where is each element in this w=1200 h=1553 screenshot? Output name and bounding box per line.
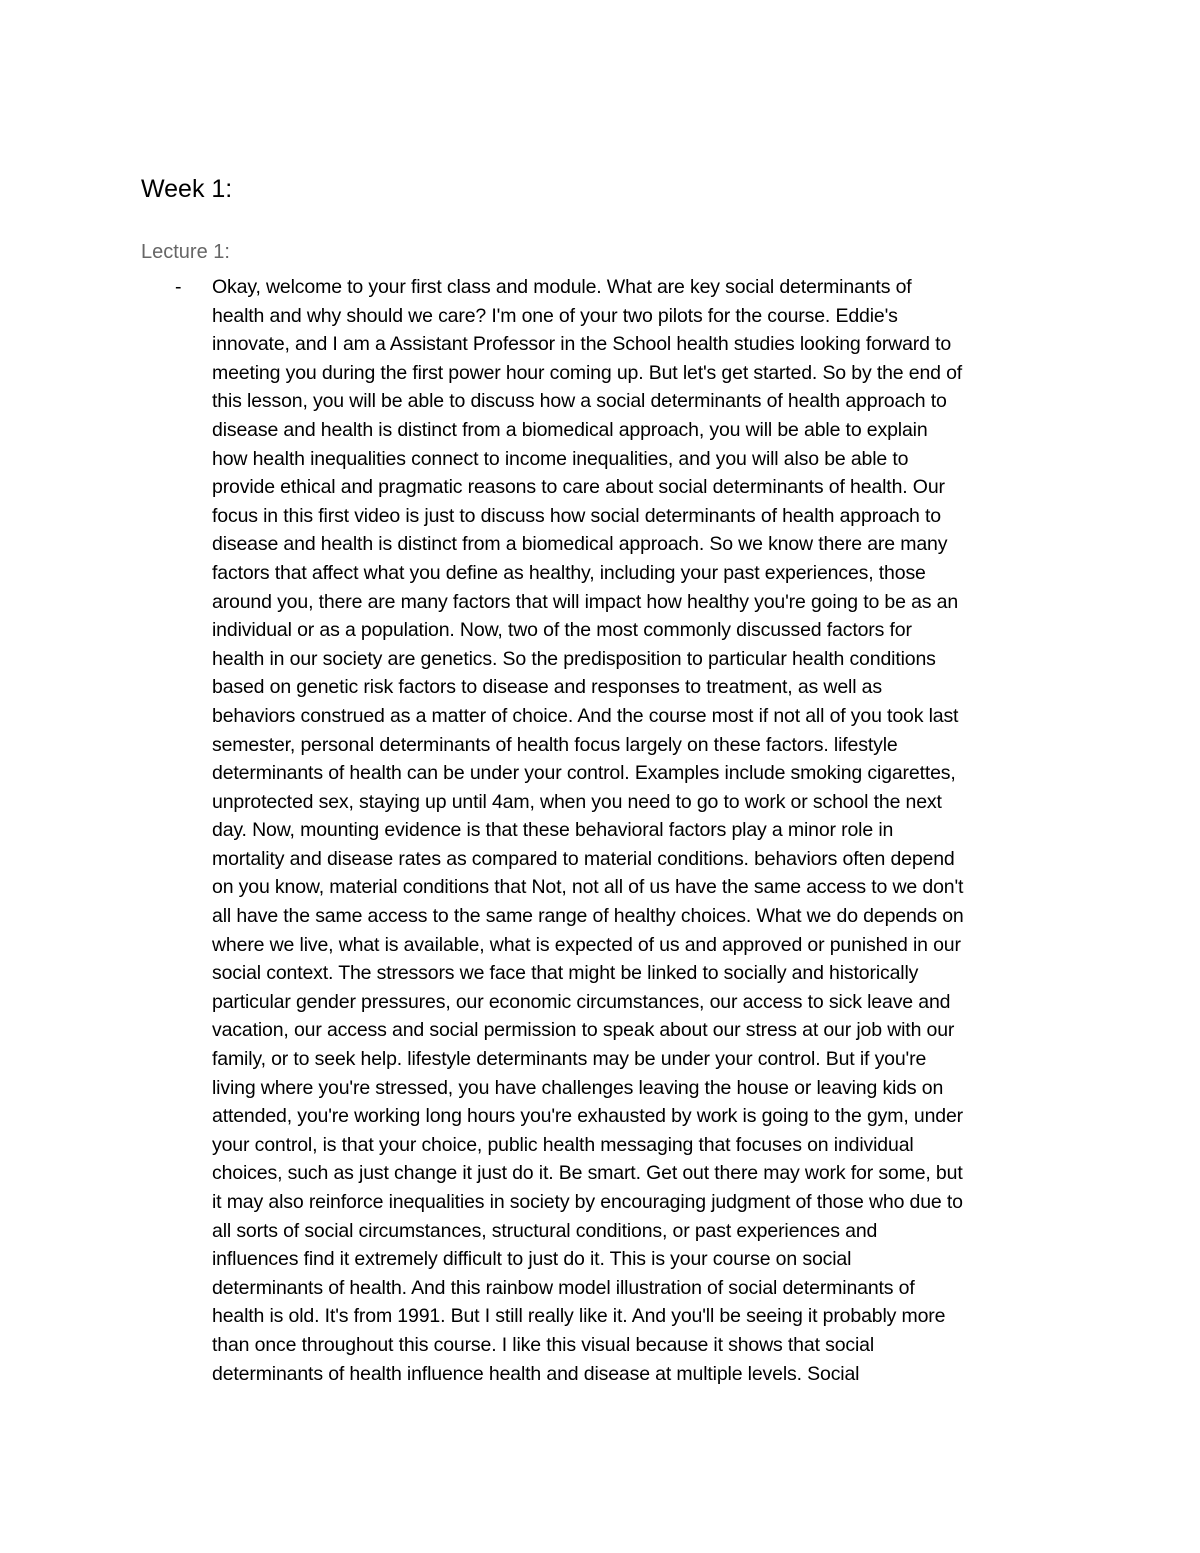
paragraph-line: where we live, what is available, what is expected of us and approved or punished in our	[212, 933, 961, 956]
paragraph-line: based on genetic risk factors to disease and responses to treatment, as well as	[212, 676, 882, 699]
paragraph-line: vacation, our access and social permission to speak about our stress at our job with our	[212, 1019, 955, 1042]
paragraph-line: family, or to seek help. lifestyle determinants may be under your control. But if you're	[212, 1048, 927, 1071]
lecture-notes-list	[0, 273, 1072, 1388]
paragraph-line: semester, personal determinants of health focus largely on these factors. lifestyle	[212, 733, 898, 756]
paragraph-line: how health inequalities connect to income inequalities, and you will also be able to	[212, 447, 909, 470]
paragraph-line: particular gender pressures, our economic circumstances, our access to sick leave and	[212, 990, 951, 1013]
paragraph-line: living where you're stressed, you have challenges leaving the house or leaving kids on	[212, 1076, 944, 1099]
paragraph-line: this lesson, you will be able to discuss how a social determinants of health approach to	[212, 390, 947, 413]
paragraph-line: unprotected sex, staying up until 4am, when you need to go to work or school the next	[212, 790, 942, 813]
paragraph-line: health in our society are genetics. So the predisposition to particular health conditions	[212, 647, 936, 670]
paragraph-line: on you know, material conditions that Not, not all of us have the same access to we don't	[212, 876, 964, 899]
paragraph-line: Okay, welcome to your first class and module. What are key social determinants of	[212, 276, 912, 298]
paragraph-line: focus in this first video is just to discuss how social determinants of health approach to	[212, 504, 941, 527]
paragraph-line: all sorts of social circumstances, structural conditions, or past experiences and	[212, 1219, 878, 1242]
paragraph-line: disease and health is distinct from a biomedical approach, you will be able to explain	[212, 418, 928, 441]
list-item	[0, 273, 1072, 1388]
lecture-heading: Lecture 1:	[141, 241, 230, 263]
paragraph-line: determinants of health can be under your control. Examples include smoking cigarettes,	[212, 762, 956, 785]
paragraph-line: determinants of health influence health and disease at multiple levels. Social	[212, 1362, 860, 1385]
paragraph-line: disease and health is distinct from a biomedical approach. So we know there are many	[212, 533, 948, 556]
paragraph-line: choices, such as just change it just do it. Be smart. Get out there may work for some, but	[212, 1162, 963, 1185]
paragraph-line: than once throughout this course. I like this visual because it shows that social	[212, 1333, 875, 1356]
paragraph-line: provide ethical and pragmatic reasons to care about social determinants of health. Our	[212, 476, 945, 499]
paragraph-line: health and why should we care? I'm one of your two pilots for the course. Eddie's	[212, 304, 898, 327]
paragraph-line: social context. The stressors we face that might be linked to socially and historically	[212, 962, 919, 985]
week-heading: Week 1:	[141, 175, 233, 203]
paragraph-line: individual or as a population. Now, two of the most commonly discussed factors for	[212, 619, 912, 642]
paragraph-line: factors that affect what you define as healthy, including your past experiences, those	[212, 561, 926, 584]
paragraph-line: your control, is that your choice, public health messaging that focuses on individual	[212, 1133, 914, 1156]
paragraph-line: behaviors construed as a matter of choice. And the course most if not all of you took last	[212, 704, 959, 727]
paragraph-line: day. Now, mounting evidence is that these behavioral factors play a minor role in	[212, 819, 894, 842]
paragraph-line: influences find it extremely difficult to just do it. This is your course on social	[212, 1248, 852, 1271]
paragraph-line: mortality and disease rates as compared to material conditions. behaviors often depend	[212, 847, 955, 870]
paragraph-line: it may also reinforce inequalities in society by encouraging judgment of those who due to	[212, 1191, 963, 1213]
paragraph-line: meeting you during the first power hour coming up. But let's get started. So by the end of	[212, 361, 963, 384]
paragraph-line: health is old. It's from 1991. But I still really like it. And you'll be seeing it probably more	[212, 1305, 946, 1328]
paragraph-line: attended, you're working long hours you're exhausted by work is going to the gym, under	[212, 1105, 964, 1128]
paragraph-line: innovate, and I am a Assistant Professor in the School health studies looking forward to	[212, 333, 952, 356]
bullet-marker: -	[175, 276, 182, 298]
paragraph-line: determinants of health. And this rainbow model illustration of social determinants of	[212, 1276, 915, 1299]
paragraph-line: around you, there are many factors that will impact how healthy you're going to be as an	[212, 590, 959, 613]
lecture-transcript-paragraph	[212, 273, 1072, 1388]
paragraph-line: all have the same access to the same range of healthy choices. What we do depends on	[212, 905, 964, 928]
